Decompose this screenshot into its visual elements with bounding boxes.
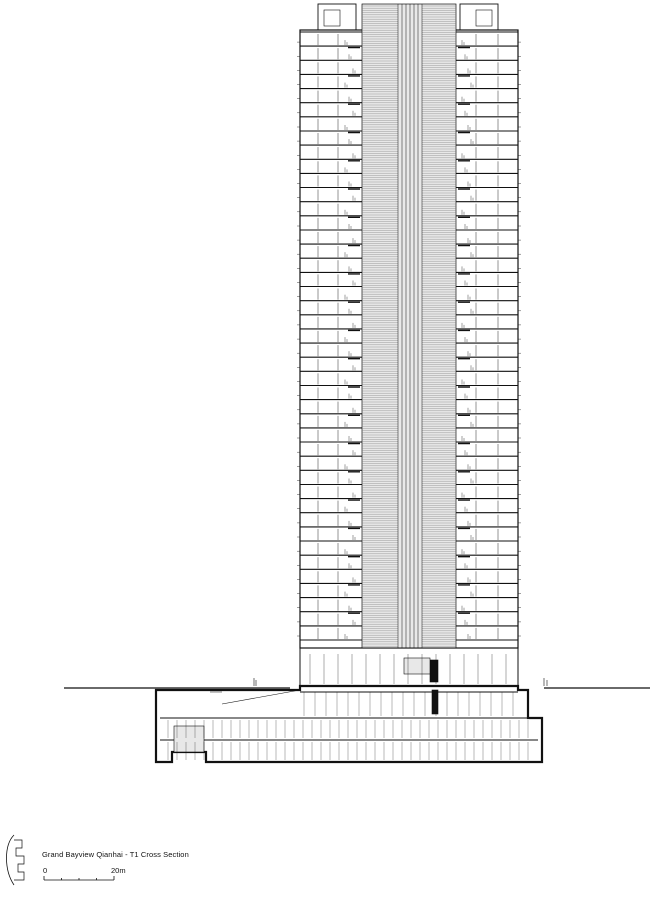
scale-bar-line bbox=[44, 876, 114, 880]
basement-slabs bbox=[160, 692, 538, 740]
basement-section bbox=[156, 686, 542, 762]
scale-bar-end-label: 20m bbox=[111, 866, 126, 875]
lobby-stair-block bbox=[430, 660, 438, 682]
scale-bar bbox=[44, 876, 114, 880]
scale-bar-start-label: 0 bbox=[43, 866, 48, 875]
north-arrow-icon bbox=[7, 835, 25, 885]
basement-columns bbox=[168, 692, 528, 760]
lobby-columns bbox=[310, 654, 506, 684]
drawing-title: Grand Bayview Qianhai - T1 Cross Section bbox=[42, 850, 189, 859]
ramp-block bbox=[174, 726, 204, 752]
site-mark-steps bbox=[14, 840, 24, 880]
site-mark-curve bbox=[7, 835, 15, 885]
basement-core-wall bbox=[432, 690, 438, 714]
roof-tank-left bbox=[324, 10, 340, 26]
entry-ramp bbox=[210, 690, 300, 704]
basement-outline bbox=[156, 686, 542, 762]
roof-tank-right bbox=[476, 10, 492, 26]
ground-figures bbox=[254, 678, 547, 686]
tower-section bbox=[297, 4, 521, 686]
